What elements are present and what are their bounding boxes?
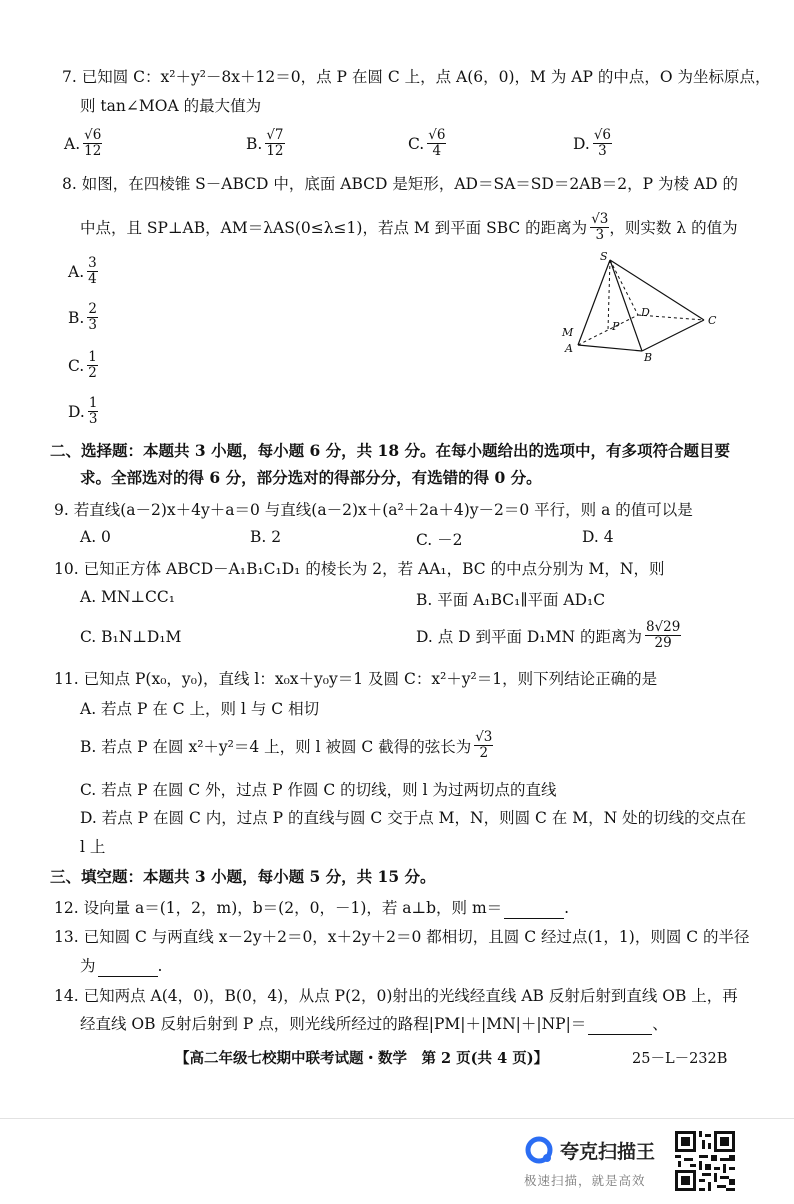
q8-line1: 8. 如图，在四棱锥 S－ABCD 中，底面 ABCD 是矩形，AD＝SA＝SD＝2AB＝2，P 为棱 AD 的 xyxy=(62,175,738,193)
q13-answer-blank[interactable] xyxy=(98,962,158,977)
option-text: D. 点 D 到平面 D₁MN 的距离为 xyxy=(416,627,642,646)
edge-sa xyxy=(578,260,610,345)
q10-option-d[interactable] xyxy=(416,620,681,651)
option-label: A. xyxy=(64,134,81,153)
option-label: C. xyxy=(68,356,85,375)
edge-ab xyxy=(578,345,642,351)
q13-text: 为 xyxy=(80,957,96,975)
section2-line2: 求。全部选对的得 6 分，部分选对的得部分分，有选错的得 0 分。 xyxy=(80,468,542,487)
fraction-denominator: 12 xyxy=(266,143,284,159)
label-s: S xyxy=(600,250,608,263)
fraction-denominator: 29 xyxy=(654,635,672,651)
option-fraction xyxy=(474,730,493,761)
option-fraction xyxy=(87,350,98,381)
option-fraction xyxy=(88,396,99,427)
segment-sp xyxy=(608,260,610,330)
q13-line2 xyxy=(80,955,162,977)
q12-line1 xyxy=(54,897,569,919)
option-fraction xyxy=(83,128,102,159)
section3-line1: 三、填空题：本题共 3 小题，每小题 5 分，共 15 分。 xyxy=(50,867,436,886)
q14-end: 、 xyxy=(652,1015,668,1033)
fraction-numerator: 3 xyxy=(88,255,97,271)
q9-option-a[interactable]: A. 0 xyxy=(80,528,111,546)
q8-option-a[interactable] xyxy=(68,256,98,287)
q11-line1: 11. 已知点 P(x₀，y₀)，直线 l：x₀x＋y₀y＝1 及圆 C：x²＋y²＝1，则下列结论正确的是 xyxy=(54,670,658,688)
page-footer-title: 【高二年级七校期中联考试题・数学 第 2 页(共 4 页)】 xyxy=(175,1050,549,1067)
option-fraction xyxy=(645,620,681,651)
fraction-numerator: √3 xyxy=(475,729,493,745)
fraction-numerator: √7 xyxy=(266,127,284,143)
q11-option-a[interactable]: A. 若点 P 在 C 上，则 l 与 C 相切 xyxy=(80,700,320,718)
brand-name: 夸克扫描王 xyxy=(560,1141,656,1163)
fraction-numerator: 2 xyxy=(88,301,97,317)
label-c: C xyxy=(708,314,717,327)
q8-line2-part-a: 中点，且 SP⊥AB，AM＝λAS(0≤λ≤1)，若点 M 到平面 SBC 的距离为 xyxy=(80,218,588,237)
q7-option-d[interactable] xyxy=(573,128,612,159)
label-m: M xyxy=(562,326,574,339)
fraction-numerator: 1 xyxy=(88,395,98,411)
q10-option-c[interactable]: C. B₁N⊥D₁M xyxy=(80,628,182,646)
q13-line1: 13. 已知圆 C 与两直线 x－2y＋2＝0，x＋2y＋2＝0 都相切，且圆 C 经过点(1，1)，则圆 C 的半径 xyxy=(54,928,750,946)
q8-option-b[interactable] xyxy=(68,302,98,333)
fraction-denominator: 4 xyxy=(88,271,97,287)
label-a: A xyxy=(565,342,573,355)
q8-line2 xyxy=(80,212,738,243)
edge-sc xyxy=(610,260,704,320)
fraction-numerator: √6 xyxy=(84,127,102,143)
q11-option-d-line1[interactable]: D. 若点 P 在圆 C 内，过点 P 的直线与圆 C 交于点 M，N，则圆 C 在 M，N 处的切线的交点在 xyxy=(80,809,747,827)
fraction-numerator: 8√29 xyxy=(645,619,681,635)
q12-answer-blank[interactable] xyxy=(504,904,564,919)
q7-line2: 则 tan∠MOA 的最大值为 xyxy=(80,97,262,115)
q9-line1: 9. 若直线(a－2)x＋4y＋a＝0 与直线(a－2)x＋(a²＋2a＋4)y－2＝0 平行，则 a 的值可以是 xyxy=(54,501,693,519)
option-label: C. xyxy=(408,134,425,153)
option-fraction xyxy=(427,128,446,159)
q8-option-d[interactable] xyxy=(68,396,98,427)
q7-line1: 7. 已知圆 C：x²＋y²－8x＋12＝0，点 P 在圆 C 上，点 A(6，0)，M 为 AP 的中点，O 为坐标原点， xyxy=(62,68,771,86)
q14-line1: 14. 已知两点 A(4，0)，B(0，4)，从点 P(2，0)射出的光线经直线 AB 反射后射到直线 OB 上，再 xyxy=(54,987,738,1005)
option-label: B. xyxy=(68,308,85,327)
section2-line1: 二、选择题：本题共 3 小题，每小题 6 分，共 18 分。在每小题给出的选项中，有多项符合题目要 xyxy=(50,441,731,460)
fraction-numerator: 1 xyxy=(88,349,97,365)
q7-option-c[interactable] xyxy=(408,128,446,159)
q8-option-c[interactable] xyxy=(68,350,98,381)
edge-bc xyxy=(642,320,704,351)
q11-option-c[interactable]: C. 若点 P 在圆 C 外，过点 P 作圆 C 的切线，则 l 为过两切点的直线 xyxy=(80,781,557,799)
q9-option-c[interactable]: C. －2 xyxy=(416,531,463,549)
fraction-denominator: 3 xyxy=(88,317,97,333)
q14-line2 xyxy=(80,1013,668,1035)
option-label: D. xyxy=(573,134,590,153)
q10-line1: 10. 已知正方体 ABCD－A₁B₁C₁D₁ 的棱长为 2，若 AA₁，BC 的中点分别为 M，N，则 xyxy=(54,560,665,578)
option-text: B. 若点 P 在圆 x²＋y²＝4 上，则 l 被圆 C 截得的弦长为 xyxy=(80,737,472,756)
q11-option-b[interactable] xyxy=(80,730,493,761)
fraction-denominator: 3 xyxy=(88,411,98,427)
fraction-denominator: 12 xyxy=(84,143,102,159)
page-footer-code: 25－L－232B xyxy=(632,1051,728,1067)
fraction-numerator: √6 xyxy=(593,127,612,143)
fraction-denominator: 3 xyxy=(598,143,607,159)
label-d: D xyxy=(641,306,650,319)
q10-option-b[interactable]: B. 平面 A₁BC₁∥平面 AD₁C xyxy=(416,591,606,609)
option-fraction xyxy=(593,128,612,159)
q14-answer-blank[interactable] xyxy=(588,1020,652,1035)
edge-sb xyxy=(610,260,642,351)
option-fraction xyxy=(265,128,284,159)
qr-code-icon[interactable] xyxy=(672,1128,738,1194)
option-fraction xyxy=(87,302,98,333)
brand-slogan: 极速扫描，就是高效 xyxy=(524,1173,646,1188)
fraction-denominator: 3 xyxy=(595,227,605,243)
q12-end: . xyxy=(564,899,570,917)
q7-option-a[interactable] xyxy=(64,128,102,159)
pyramid-figure xyxy=(560,248,730,368)
q11-option-d-line2: l 上 xyxy=(80,838,106,856)
option-label: D. xyxy=(68,402,85,421)
q12-text: 12. 设向量 a＝(1，2，m)，b＝(2，0，－1)，若 a⊥b，则 m＝ xyxy=(54,899,503,917)
q10-option-a[interactable]: A. MN⊥CC₁ xyxy=(80,588,175,606)
q7-option-b[interactable] xyxy=(246,128,285,159)
q13-end: . xyxy=(157,957,163,975)
label-p: P xyxy=(612,320,620,333)
fraction-numerator: √3 xyxy=(591,211,609,227)
q8-line2-fraction xyxy=(590,212,609,243)
q8-line2-part-b: ，则实数 λ 的值为 xyxy=(609,218,738,237)
fraction-denominator: 4 xyxy=(432,143,442,159)
q9-option-d[interactable]: D. 4 xyxy=(582,528,614,546)
q9-option-b[interactable]: B. 2 xyxy=(250,528,282,546)
quark-logo-icon xyxy=(524,1135,554,1165)
fraction-denominator: 2 xyxy=(88,365,97,381)
label-b: B xyxy=(644,351,653,364)
option-label: B. xyxy=(246,134,263,153)
fraction-numerator: √6 xyxy=(428,127,446,143)
scan-divider xyxy=(0,1118,794,1119)
option-fraction xyxy=(87,256,98,287)
option-label: A. xyxy=(68,262,85,281)
q14-text: 经直线 OB 反射后射到 P 点，则光线所经过的路程|PM|＋|MN|＋|NP|＝ xyxy=(80,1015,587,1033)
fraction-denominator: 2 xyxy=(479,745,489,761)
